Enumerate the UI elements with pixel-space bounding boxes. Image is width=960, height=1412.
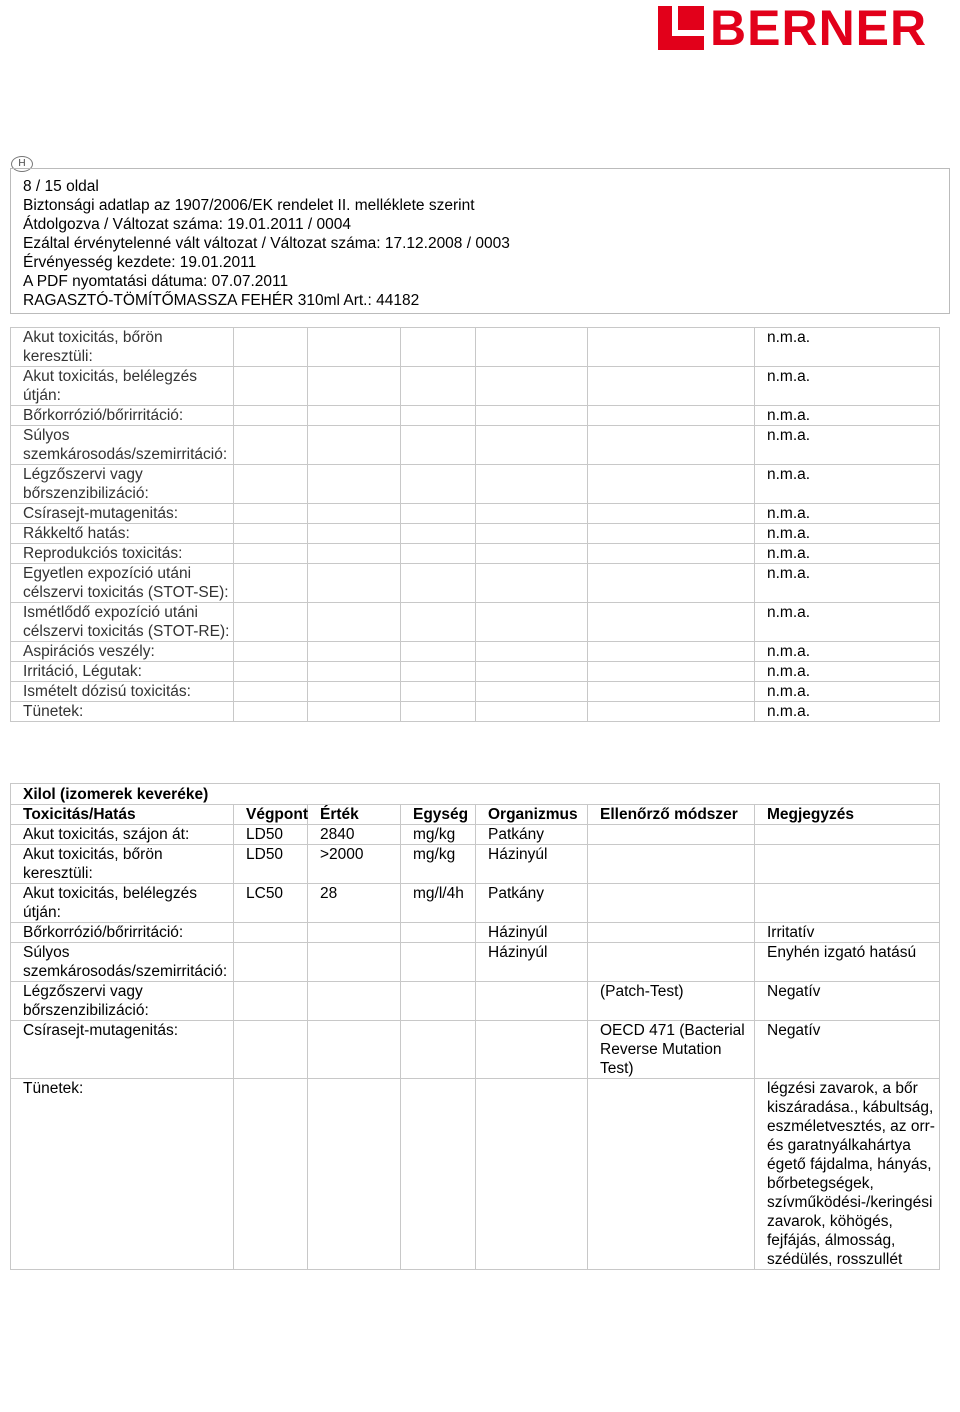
empty-cell <box>401 426 476 465</box>
empty-cell <box>588 603 755 642</box>
row-value: n.m.a. <box>755 564 940 603</box>
empty-cell <box>308 328 401 367</box>
table-row <box>11 1021 940 1079</box>
table-row <box>11 825 940 845</box>
berner-logo <box>658 0 928 56</box>
empty-cell <box>308 544 401 564</box>
empty-cell <box>234 406 308 426</box>
unit-cell <box>401 1079 476 1270</box>
table-row <box>11 406 940 426</box>
table-row <box>11 943 940 982</box>
organism-cell: Patkány <box>476 825 588 845</box>
row-value: n.m.a. <box>755 682 940 702</box>
unit-cell <box>401 923 476 943</box>
empty-cell <box>476 367 588 406</box>
empty-cell <box>476 524 588 544</box>
endpoint-cell <box>234 943 308 982</box>
header-remark: Megjegyzés <box>755 805 940 825</box>
organism-cell <box>476 1021 588 1079</box>
empty-cell <box>476 564 588 603</box>
organism-cell: Patkány <box>476 884 588 923</box>
value-cell <box>308 982 401 1021</box>
empty-cell <box>401 642 476 662</box>
empty-cell <box>234 544 308 564</box>
substance-title-row <box>11 784 940 805</box>
row-value: n.m.a. <box>755 603 940 642</box>
empty-cell <box>234 564 308 603</box>
value-cell: >2000 <box>308 845 401 884</box>
empty-cell <box>308 642 401 662</box>
empty-cell <box>588 406 755 426</box>
row-label: Csírasejt-mutagenitás: <box>11 504 234 524</box>
empty-cell <box>234 524 308 544</box>
empty-cell <box>234 426 308 465</box>
effect-cell: Bőrkorrózió/bőrirritáció: <box>11 923 234 943</box>
empty-cell <box>476 544 588 564</box>
header-effect: Toxicitás/Hatás <box>11 805 234 825</box>
effect-cell: Tünetek: <box>11 1079 234 1270</box>
table-row <box>11 564 940 603</box>
empty-cell <box>401 702 476 722</box>
empty-cell <box>234 682 308 702</box>
row-label: Reprodukciós toxicitás: <box>11 544 234 564</box>
table-row <box>11 884 940 923</box>
effect-cell: Súlyos szemkárosodás/szemirritáció: <box>11 943 234 982</box>
empty-cell <box>588 504 755 524</box>
empty-cell <box>476 504 588 524</box>
empty-cell <box>401 328 476 367</box>
xylene-toxicity-table <box>10 783 940 1270</box>
empty-cell <box>401 367 476 406</box>
method-cell <box>588 884 755 923</box>
header-method: Ellenőrző módszer <box>588 805 755 825</box>
table-row <box>11 603 940 642</box>
effect-cell: Légzőszervi vagy bőrszenzibilizáció: <box>11 982 234 1021</box>
remark-cell <box>755 884 940 923</box>
row-label: Légzőszervi vagy bőrszenzibilizáció: <box>11 465 234 504</box>
remark-cell: Negatív <box>755 982 940 1021</box>
empty-cell <box>588 544 755 564</box>
brand-name: BERNER <box>710 0 928 56</box>
effect-cell: Csírasejt-mutagenitás: <box>11 1021 234 1079</box>
method-cell <box>588 1079 755 1270</box>
unit-cell: mg/l/4h <box>401 884 476 923</box>
value-cell: 28 <box>308 884 401 923</box>
organism-cell: Házinyúl <box>476 923 588 943</box>
document-header <box>10 168 950 314</box>
empty-cell <box>234 702 308 722</box>
row-value: n.m.a. <box>755 662 940 682</box>
row-value: n.m.a. <box>755 524 940 544</box>
empty-cell <box>234 367 308 406</box>
empty-cell <box>308 465 401 504</box>
header-organism: Organizmus <box>476 805 588 825</box>
row-label: Irritáció, Légutak: <box>11 662 234 682</box>
empty-cell <box>476 406 588 426</box>
method-cell <box>588 943 755 982</box>
endpoint-cell: LC50 <box>234 884 308 923</box>
page-number: 8 / 15 oldal <box>23 178 99 195</box>
row-value: n.m.a. <box>755 426 940 465</box>
empty-cell <box>401 524 476 544</box>
effect-cell: Akut toxicitás, szájon át: <box>11 825 234 845</box>
empty-cell <box>401 465 476 504</box>
revision-line: Átdolgozva / Változat száma: 19.01.2011 / 0004 <box>23 216 352 233</box>
print-date-line: A PDF nyomtatási dátuma: 07.07.2011 <box>23 273 289 290</box>
empty-cell <box>308 702 401 722</box>
empty-cell <box>308 504 401 524</box>
empty-cell <box>234 603 308 642</box>
table-row <box>11 465 940 504</box>
empty-cell <box>308 426 401 465</box>
table-row <box>11 662 940 682</box>
row-label: Súlyos szemkárosodás/szemirritáció: <box>11 426 234 465</box>
mixture-toxicity-table <box>10 327 940 722</box>
substance-title: Xilol (izomerek keveréke) <box>11 784 940 805</box>
empty-cell <box>588 465 755 504</box>
method-cell <box>588 923 755 943</box>
empty-cell <box>588 682 755 702</box>
unit-cell <box>401 943 476 982</box>
empty-cell <box>588 642 755 662</box>
empty-cell <box>308 662 401 682</box>
value-cell <box>308 923 401 943</box>
empty-cell <box>401 564 476 603</box>
method-cell <box>588 845 755 884</box>
method-cell <box>588 825 755 845</box>
row-value: n.m.a. <box>755 367 940 406</box>
effect-cell: Akut toxicitás, belélegzés útján: <box>11 884 234 923</box>
method-cell: (Patch-Test) <box>588 982 755 1021</box>
row-label: Tünetek: <box>11 702 234 722</box>
document-title: Biztonsági adatlap az 1907/2006/EK rendelet II. melléklete szerint <box>23 197 475 214</box>
row-value: n.m.a. <box>755 465 940 504</box>
endpoint-cell <box>234 982 308 1021</box>
empty-cell <box>401 544 476 564</box>
empty-cell <box>476 702 588 722</box>
value-cell <box>308 1079 401 1270</box>
table-row <box>11 524 940 544</box>
value-cell <box>308 943 401 982</box>
empty-cell <box>308 406 401 426</box>
row-label: Ismétlődő expozíció utáni célszervi toxicitás (STOT-RE): <box>11 603 234 642</box>
empty-cell <box>234 328 308 367</box>
row-value: n.m.a. <box>755 328 940 367</box>
empty-cell <box>588 702 755 722</box>
endpoint-cell <box>234 1079 308 1270</box>
organism-cell: Házinyúl <box>476 943 588 982</box>
table-row <box>11 328 940 367</box>
empty-cell <box>476 328 588 367</box>
unit-cell <box>401 982 476 1021</box>
organism-cell <box>476 982 588 1021</box>
empty-cell <box>588 328 755 367</box>
row-label: Bőrkorrózió/bőrirritáció: <box>11 406 234 426</box>
row-value: n.m.a. <box>755 406 940 426</box>
endpoint-cell <box>234 923 308 943</box>
row-label: Aspirációs veszély: <box>11 642 234 662</box>
table-row <box>11 426 940 465</box>
empty-cell <box>234 662 308 682</box>
header-endpoint: Végpont <box>234 805 308 825</box>
header-value: Érték <box>308 805 401 825</box>
row-label: Akut toxicitás, belélegzés útján: <box>11 367 234 406</box>
table-row <box>11 923 940 943</box>
empty-cell <box>588 564 755 603</box>
table-row <box>11 845 940 884</box>
table-row <box>11 504 940 524</box>
empty-cell <box>476 662 588 682</box>
empty-cell <box>401 662 476 682</box>
empty-cell <box>401 406 476 426</box>
remark-cell: Irritatív <box>755 923 940 943</box>
effect-cell: Akut toxicitás, bőrön keresztüli: <box>11 845 234 884</box>
empty-cell <box>401 504 476 524</box>
table-row <box>11 367 940 406</box>
empty-cell <box>234 465 308 504</box>
empty-cell <box>234 504 308 524</box>
remark-cell: Enyhén izgató hatású <box>755 943 940 982</box>
empty-cell <box>588 426 755 465</box>
table-row <box>11 1079 940 1270</box>
empty-cell <box>308 564 401 603</box>
table-row <box>11 982 940 1021</box>
remark-cell: légzési zavarok, a bőr kiszáradása., kábultság, eszméletvesztés, az orr- és garatnyálkahártya égető fájdalma, hányás, bőrbetegségek, szívműködési-/keringési zavarok, köhögés, fejfájás, álmosság, szédülés, rosszullét <box>755 1079 940 1270</box>
table-row <box>11 544 940 564</box>
table-row <box>11 702 940 722</box>
superseded-line: Ezáltal érvénytelenné vált változat / Változat száma: 17.12.2008 / 0003 <box>23 235 510 252</box>
endpoint-cell: LD50 <box>234 825 308 845</box>
unit-cell <box>401 1021 476 1079</box>
organism-cell <box>476 1079 588 1270</box>
empty-cell <box>588 524 755 544</box>
empty-cell <box>401 682 476 702</box>
row-label: Ismételt dózisú toxicitás: <box>11 682 234 702</box>
empty-cell <box>234 642 308 662</box>
row-label: Rákkeltő hatás: <box>11 524 234 544</box>
row-label: Akut toxicitás, bőrön keresztüli: <box>11 328 234 367</box>
empty-cell <box>588 367 755 406</box>
endpoint-cell <box>234 1021 308 1079</box>
row-label: Egyetlen expozíció utáni célszervi toxicitás (STOT-SE): <box>11 564 234 603</box>
product-line: RAGASZTÓ-TÖMÍTŐMASSZA FEHÉR 310ml Art.: 44182 <box>23 292 420 309</box>
empty-cell <box>588 662 755 682</box>
organism-cell: Házinyúl <box>476 845 588 884</box>
endpoint-cell: LD50 <box>234 845 308 884</box>
empty-cell <box>401 603 476 642</box>
empty-cell <box>308 603 401 642</box>
value-cell <box>308 1021 401 1079</box>
berner-logo-mark <box>658 6 704 50</box>
empty-cell <box>476 465 588 504</box>
row-value: n.m.a. <box>755 544 940 564</box>
validity-line: Érvényesség kezdete: 19.01.2011 <box>23 254 257 271</box>
value-cell: 2840 <box>308 825 401 845</box>
method-cell: OECD 471 (Bacterial Reverse Mutation Test) <box>588 1021 755 1079</box>
remark-cell <box>755 825 940 845</box>
empty-cell <box>476 426 588 465</box>
table-row <box>11 642 940 662</box>
empty-cell <box>476 642 588 662</box>
empty-cell <box>308 682 401 702</box>
empty-cell <box>476 603 588 642</box>
row-value: n.m.a. <box>755 642 940 662</box>
empty-cell <box>308 524 401 544</box>
header-unit: Egység <box>401 805 476 825</box>
remark-cell: Negatív <box>755 1021 940 1079</box>
language-badge: H <box>11 156 33 172</box>
header-lines <box>23 177 510 310</box>
row-value: n.m.a. <box>755 702 940 722</box>
table-row <box>11 682 940 702</box>
row-value: n.m.a. <box>755 504 940 524</box>
unit-cell: mg/kg <box>401 825 476 845</box>
unit-cell: mg/kg <box>401 845 476 884</box>
table-header-row <box>11 805 940 825</box>
empty-cell <box>476 682 588 702</box>
remark-cell <box>755 845 940 884</box>
empty-cell <box>308 367 401 406</box>
